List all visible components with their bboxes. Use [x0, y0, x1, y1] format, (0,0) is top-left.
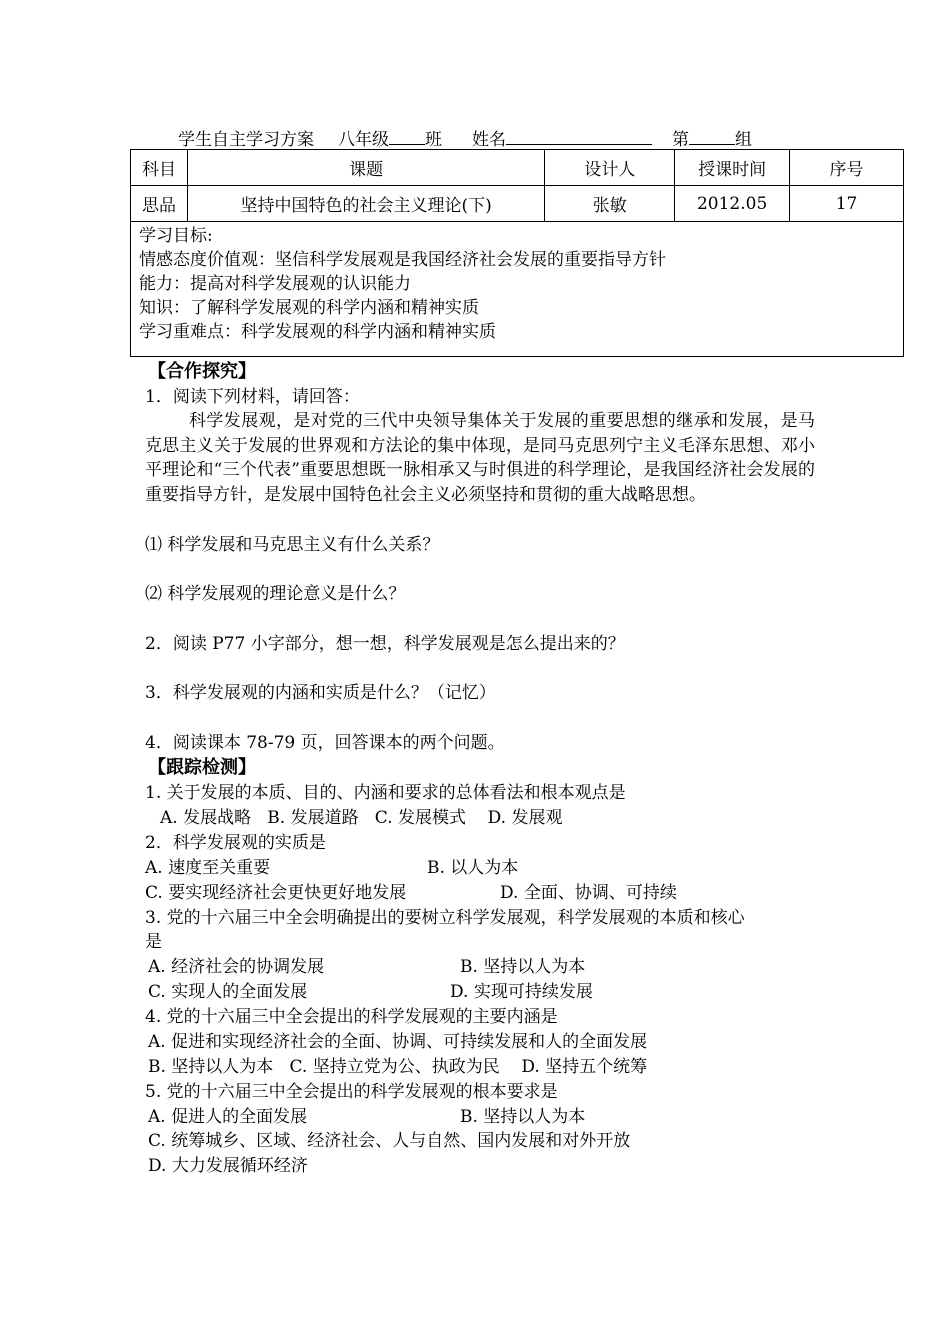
q2-option-a: A. 速度至关重要: [145, 858, 271, 878]
inquiry-question-4: 4．阅读课本 78-79 页，回答课本的两个问题。: [145, 733, 505, 753]
goal-key-points: 学习重难点：科学发展观的科学内涵和精神实质: [139, 322, 496, 342]
header-subject: 科目: [131, 150, 188, 186]
q5-option-b: B. 坚持以人为本: [460, 1107, 586, 1127]
class-label: 班: [425, 130, 442, 150]
header-time: 授课时间: [675, 150, 790, 186]
q4-option-a: A. 促进和实现经济社会的全面、协调、可持续发展和人的全面发展: [148, 1032, 648, 1052]
section-tracking-test-title: 【跟踪检测】: [148, 757, 256, 778]
name-blank[interactable]: [506, 126, 652, 145]
inquiry-question-2: 2．阅读 P77 小字部分，想一想，科学发展观是怎么提出来的？: [145, 634, 625, 654]
cell-time: 2012.05: [675, 186, 790, 222]
group-prefix: 第: [672, 130, 689, 150]
class-blank[interactable]: [389, 126, 425, 145]
q2-option-c: C. 要实现经济社会更快更好地发展: [145, 883, 407, 903]
table-header-row: [131, 150, 904, 186]
grade-label: 八年级: [338, 130, 389, 150]
table-row: [131, 186, 904, 222]
q5-option-c: C. 统筹城乡、区域、经济社会、人与自然、国内发展和对外开放: [148, 1131, 631, 1151]
lesson-info-table: [130, 149, 904, 222]
learning-goals-box: [130, 220, 904, 357]
header-topic: 课题: [187, 150, 544, 186]
sub-question-2: ⑵ 科学发展观的理论意义是什么？: [145, 584, 406, 604]
document-title: 学生自主学习方案: [178, 130, 314, 150]
cell-number: 17: [790, 186, 904, 222]
goal-ability: 能力：提高对科学发展观的认识能力: [139, 274, 411, 294]
goal-values: 情感态度价值观：坚信科学发展观是我国经济社会发展的重要指导方针: [139, 250, 666, 270]
test-question-1-options: A. 发展战略 B. 发展道路 C. 发展模式 D. 发展观: [160, 808, 563, 828]
name-label: 姓名: [472, 130, 506, 150]
q5-option-a: A. 促进人的全面发展: [148, 1107, 308, 1127]
q3-option-c: C. 实现人的全面发展: [148, 982, 308, 1002]
sub-question-1: ⑴ 科学发展和马克思主义有什么关系？: [145, 535, 440, 555]
cell-designer: 张敏: [545, 186, 675, 222]
q5-option-d: D. 大力发展循环经济: [148, 1156, 308, 1176]
q2-option-b: B. 以人为本: [427, 858, 519, 878]
header-number: 序号: [790, 150, 904, 186]
q3-option-b: B. 坚持以人为本: [460, 957, 586, 977]
goal-knowledge: 知识：了解科学发展观的科学内涵和精神实质: [139, 298, 479, 318]
reading-passage: 科学发展观，是对党的三代中央领导集体关于发展的重要思想的继承和发展，是马克思主义关于发展的世界观和方法论的集中体现，是同马克思列宁主义毛泽东思想、邓小平理论和“三个代表”重要思想既一脉相承又与时俱进的科学理论，是我国经济社会发展的重要指导方针，是发展中国特色社会主义必须坚持和贯彻的重大战略思想。: [145, 411, 815, 505]
test-question-1: 1. 关于发展的本质、目的、内涵和要求的总体看法和根本观点是: [145, 783, 626, 803]
cell-topic: 坚持中国特色的社会主义理论(下): [187, 186, 544, 222]
goals-heading: 学习目标:: [139, 226, 213, 246]
inquiry-question-3: 3．科学发展观的内涵和实质是什么？（记忆）: [145, 683, 496, 703]
test-question-5: 5. 党的十六届三中全会提出的科学发展观的根本要求是: [145, 1082, 558, 1102]
q3-option-a: A. 经济社会的协调发展: [148, 957, 325, 977]
group-blank[interactable]: [689, 126, 735, 145]
group-label: 组: [735, 130, 752, 150]
q2-option-d: D. 全面、协调、可持续: [500, 883, 677, 903]
inquiry-question-1: 1．阅读下列材料，请回答：: [145, 387, 360, 407]
q4-options-bcd: B. 坚持以人为本 C. 坚持立党为公、执政为民 D. 坚持五个统筹: [148, 1057, 648, 1077]
section-cooperative-inquiry-title: 【合作探究】: [148, 361, 256, 382]
test-question-3-line2: 是: [145, 932, 162, 952]
test-question-2: 2．科学发展观的实质是: [145, 833, 326, 853]
q3-option-d: D. 实现可持续发展: [450, 982, 593, 1002]
header-designer: 设计人: [545, 150, 675, 186]
test-question-3-line1: 3. 党的十六届三中全会明确提出的要树立科学发展观，科学发展观的本质和核心: [145, 908, 745, 928]
test-question-4: 4. 党的十六届三中全会提出的科学发展观的主要内涵是: [145, 1007, 558, 1027]
cell-subject: 思品: [131, 186, 188, 222]
